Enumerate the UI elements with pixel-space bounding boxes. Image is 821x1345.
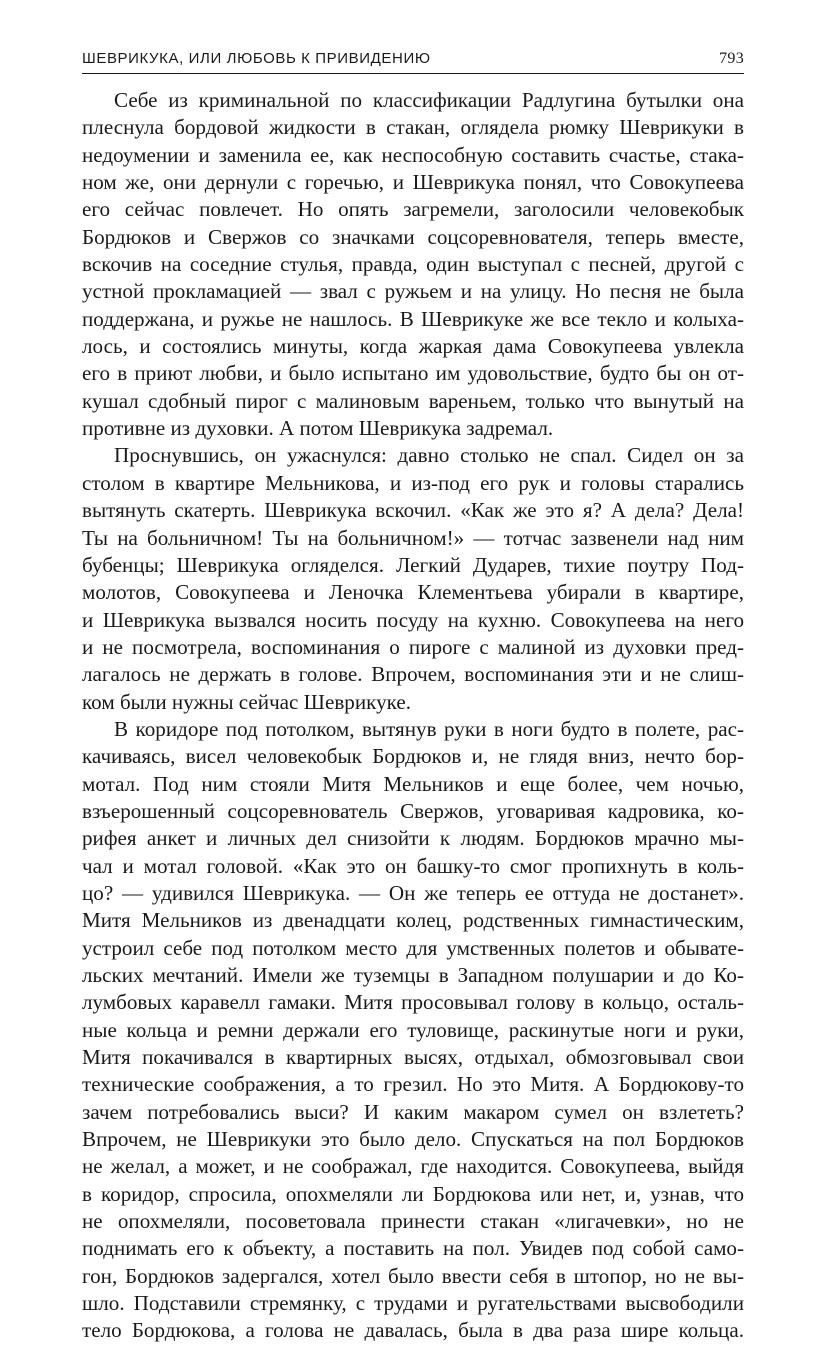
text-line: его сейчас повлечет. Но опять загремели, заголосили человекобык — [82, 197, 744, 222]
text-line: противне из духовки. А потом Шеврикука задремал. — [82, 416, 554, 441]
book-page — [82, 48, 744, 1345]
text-line: В коридоре под потолком, вытянув руки в ноги будто в полете, рас- — [114, 716, 744, 741]
running-title: ШЕВРИКУКА, ИЛИ ЛЮБОВЬ К ПРИВИДЕНИЮ — [82, 50, 431, 67]
page-number: 793 — [719, 50, 744, 67]
header-rule — [82, 73, 744, 74]
text-line: в коридор, спросила, опохмеляли ли Бордюкова или нет, и, узнав, что — [82, 1181, 744, 1206]
text-line: Бордюков и Свержов со значками соцсоревнователя, теперь вместе, — [82, 224, 744, 249]
text-line: поддержана, и ружье не нашлось. В Шеврикуке же все текло и колыха- — [82, 306, 744, 331]
text-line: Впрочем, не Шеврикуки это было дело. Спускаться на пол Бордюков — [82, 1127, 744, 1152]
text-line: плеснула бордовой жидкости в стакан, оглядела рюмку Шеврикуки в — [82, 115, 744, 140]
text-line: лось, и состоялись минуты, когда жаркая дама Совокупеева увлекла — [82, 334, 744, 359]
text-line: бубенцы; Шеврикука огляделся. Легкий Дударев, тихие поутру Под- — [82, 552, 744, 577]
text-line: не желал, а может, и не соображал, где находится. Совокупеева, выйдя — [82, 1154, 744, 1179]
text-line: лумбовых каравелл гамаки. Митя просовывал голову в кольцо, осталь- — [82, 990, 744, 1015]
text-line: взъерошенный соцсоревнователь Свержов, уговаривая кадровика, ко- — [82, 798, 744, 823]
running-head — [82, 48, 744, 70]
text-line: Митя покачивался в квартирных высях, отдыхал, обмозговывал свои — [82, 1045, 744, 1070]
text-line: устной прокламацией — звал с ружьем и на улицу. Но песня не была — [82, 279, 744, 304]
text-line: тело Бордюкова, а голова не давалась, была в два раза шире кольца. — [82, 1318, 744, 1343]
text-line: ном же, они дернули с горечью, и Шеврикука понял, что Совокупеева — [82, 170, 744, 195]
text-line: и Шеврикука вызвался носить посуду на кухню. Совокупеева на него — [82, 607, 744, 632]
text-line: льских мечтаний. Имели же туземцы в Западном полушарии и до Ко- — [82, 963, 744, 987]
body-text — [82, 87, 744, 1345]
text-line: цо? — удивился Шеврикука. — Он же теперь ее оттуда не достанет». — [82, 880, 744, 905]
text-line: мотал. Под ним стояли Митя Мельников и еще более, чем ночью, — [82, 771, 744, 796]
text-line: вскочив на соседние стулья, правда, один выступал с песней, другой с — [82, 252, 744, 277]
text-line: Проснувшись, он ужаснулся: давно столько не спал. Сидел он за — [114, 443, 744, 468]
text-line: столом в квартире Мельникова, и из-под его рук и головы старались — [82, 470, 744, 495]
text-line: гон, Бордюков задергался, хотел было ввести себя в штопор, но не вы- — [82, 1263, 744, 1288]
text-line: Ты на больничном! Ты на больничном!» — тотчас зазвенели над ним — [82, 525, 744, 550]
text-line: вытянуть скатерть. Шеврикука вскочил. «Как же это я? А дела? Дела! — [82, 498, 744, 523]
text-line: кушал сдобный пирог с малиновым вареньем, только что вынутый на — [82, 388, 744, 413]
text-line: Себе из криминальной по классификации Радлугина бутылки она — [114, 88, 744, 112]
text-line: зачем потребовались выси? И каким макаром сумел он взлететь? — [82, 1099, 744, 1124]
text-line: устроил себе под потолком место для умственных полетов и обывате- — [82, 935, 744, 960]
text-line: лагалось не держать в голове. Впрочем, воспоминания эти и не слиш- — [82, 662, 744, 687]
text-line: поднимать его к объекту, а поставить на пол. Увидев под собой само- — [82, 1236, 744, 1261]
text-line: недоумении и заменила ее, как неспособную составить счастье, стака- — [82, 142, 744, 167]
text-line: не опохмеляли, посоветовала принести стакан «лигачевки», но не — [82, 1209, 744, 1234]
text-line: Митя Мельников из двенадцати колец, родственных гимнастическим, — [82, 908, 744, 933]
text-line: его в приют любви, и было испытано им удовольствие, будто бы он от- — [82, 361, 744, 386]
text-line: чал и мотал головой. «Как это он башку-то смог пропихнуть в коль- — [82, 853, 744, 878]
text-line: ком были нужны сейчас Шеврикуке. — [82, 689, 411, 714]
text-line: ные кольца и ремни держали его туловище, раскинутые ноги и руки, — [82, 1017, 744, 1042]
text-line: шло. Подставили стремянку, с трудами и ругательствами высвободили — [82, 1291, 744, 1316]
text-line: молотов, Совокупеева и Леночка Клементьева убирали в квартире, — [82, 580, 744, 605]
text-line: технические соображения, а то грезил. Но это Митя. А Бордюкову-то — [82, 1072, 744, 1097]
text-line: качиваясь, висел человекобык Бордюков и, не глядя вниз, нечто бор- — [82, 744, 744, 769]
text-line: и не посмотрела, воспоминания о пироге с малиной из духовки пред- — [82, 634, 744, 659]
text-line: рифея анкет и личных дел снизойти к людям. Бордюков мрачно мы- — [82, 826, 744, 851]
